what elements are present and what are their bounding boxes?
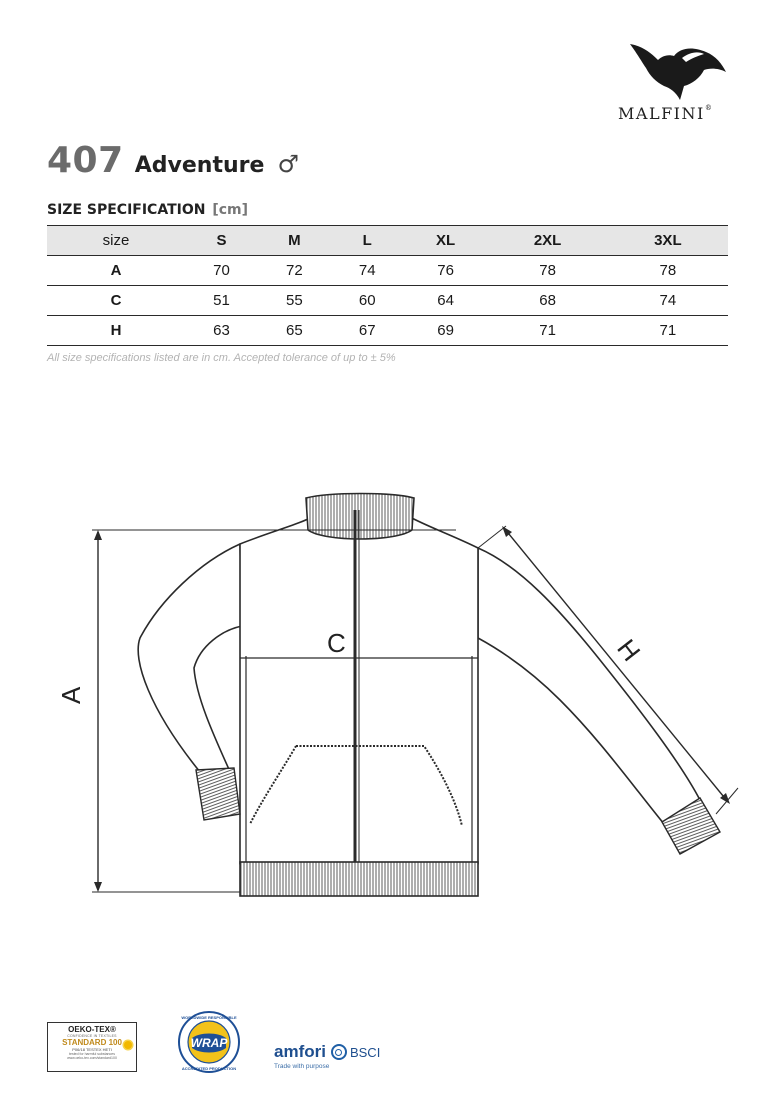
size-col-3xl: 3XL [654, 232, 682, 249]
amfori-bsci-logo [274, 1042, 380, 1070]
table-cell: 60 [358, 292, 376, 309]
left-cuff [196, 768, 240, 820]
wrap-logo [174, 1010, 244, 1074]
size-col-s: S [216, 232, 227, 249]
size-spec-unit: [cm] [212, 202, 249, 218]
row-label-h: H [110, 322, 122, 339]
label-a: A [56, 686, 86, 704]
label-c: C [327, 628, 346, 658]
table-cell: 67 [358, 322, 376, 339]
tolerance-note: All size specifications listed are in cm. Accepted tolerance of up to ± 5% [47, 352, 396, 364]
table-cell: 71 [659, 322, 677, 339]
table-cell: 64 [437, 292, 454, 309]
size-table [47, 225, 728, 346]
size-col-2xl: 2XL [533, 232, 562, 249]
eagle-icon [620, 38, 730, 104]
svg-text:WORLDWIDE RESPONSIBLE: WORLDWIDE RESPONSIBLE [181, 1015, 237, 1020]
table-cell: 65 [286, 322, 303, 339]
table-cell: 69 [437, 322, 454, 339]
table-cell: 70 [213, 262, 230, 279]
right-sleeve [478, 548, 700, 824]
size-col-m: M [288, 232, 301, 249]
row-label-a: A [110, 262, 122, 279]
table-cell: 51 [213, 292, 230, 309]
svg-text:ACCREDITED PRODUCTION: ACCREDITED PRODUCTION [181, 1066, 237, 1071]
brand-name: MALFINI® [618, 104, 712, 123]
product-name: Adventure [134, 153, 265, 178]
table-cell: 78 [539, 262, 556, 279]
size-spec-heading: SIZE SPECIFICATION [cm] [47, 202, 249, 218]
size-header-label: size [102, 232, 130, 249]
size-col-xl: XL [436, 232, 456, 249]
oeko-sun-icon [124, 1041, 132, 1049]
gender-male-icon: ♂ [277, 150, 300, 178]
label-h: H [611, 633, 647, 667]
product-code: 407 [47, 140, 124, 181]
brand-logo [612, 38, 742, 128]
collar [306, 494, 414, 540]
table-row [47, 256, 728, 286]
size-table-header [47, 226, 728, 256]
table-row [47, 286, 728, 316]
table-cell: 71 [539, 322, 556, 339]
table-row [47, 316, 728, 346]
table-cell: 68 [539, 292, 556, 309]
table-cell: 74 [358, 262, 376, 279]
table-cell: 78 [659, 262, 677, 279]
left-sleeve [138, 544, 242, 776]
table-cell: 63 [213, 322, 230, 339]
amfori-tagline: Trade with purpose [274, 1063, 330, 1070]
waistband [240, 862, 478, 896]
wrap-text: WRAP [190, 1036, 228, 1050]
product-title [47, 140, 299, 181]
size-col-l: L [362, 232, 372, 249]
amfori-program: BSCI [349, 1045, 381, 1060]
table-cell: 76 [437, 262, 454, 279]
table-cell: 72 [286, 262, 303, 279]
jacket-diagram [0, 470, 774, 910]
amfori-name: amfori [274, 1042, 326, 1061]
row-label-c: C [110, 292, 122, 309]
oeko-tex-logo: OEKO-TEX® CONFIDENCE IN TEXTILES STANDARD 100 P06/18 TESTEX HETI tested for harmful substances www.oeko-tex.com/standard100 [47, 1022, 137, 1072]
table-cell: 74 [659, 292, 677, 309]
table-cell: 55 [286, 292, 303, 309]
amfori-ring-icon [331, 1044, 347, 1060]
